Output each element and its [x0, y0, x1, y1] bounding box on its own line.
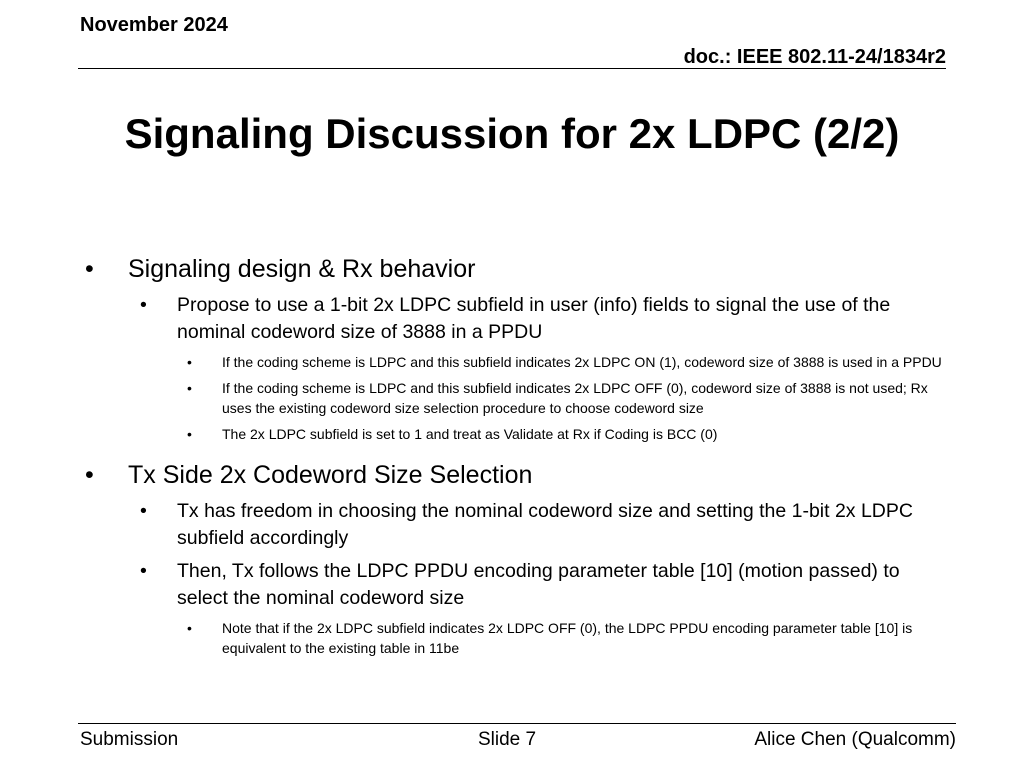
slide-title: Signaling Discussion for 2x LDPC (2/2): [124, 110, 900, 157]
sub-sub-bullet-note: • Note that if the 2x LDPC subfield indicates 2x LDPC OFF (0), the LDPC PPDU encoding parameter table [10] is equivalent to the existing table in 11be: [0, 618, 942, 658]
sub-bullet-tx-freedom: • Tx has freedom in choosing the nominal codeword size and setting the 1-bit 2x LDPC subfield accordingly: [0, 498, 937, 552]
footer-submission: Submission: [80, 729, 179, 750]
sub-bullet-propose-1bit: • Propose to use a 1-bit 2x LDPC subfield in user (info) fields to signal the use of the nominal codeword size of 3888 in a PPDU: [0, 292, 937, 346]
bullet-tx-side: • Tx Side 2x Codeword Size Selection: [0, 458, 948, 492]
sub-sub-bullet-bcc: • The 2x LDPC subfield is set to 1 and treat as Validate at Rx if Coding is BCC (0): [0, 424, 942, 444]
slide-body: [0, 238, 1024, 658]
sub-sub-bullet-ldpc-on: • If the coding scheme is LDPC and this subfield indicates 2x LDPC ON (1), codeword size of 3888 is used in a PPDU: [0, 352, 942, 372]
sub-sub-bullet-ldpc-off: • If the coding scheme is LDPC and this subfield indicates 2x LDPC OFF (0), codeword size of 3888 is not used; Rx uses the existing codeword size selection procedure to choose codeword size: [0, 378, 942, 418]
footer-author: Alice Chen (Qualcomm): [754, 729, 956, 750]
header-doc-id: doc.: IEEE 802.11-24/1834r2: [683, 46, 946, 68]
footer-divider: [78, 723, 956, 724]
header-divider: [78, 68, 946, 69]
header-date: November 2024: [80, 14, 228, 36]
sub-bullet-tx-follows: • Then, Tx follows the LDPC PPDU encoding parameter table [10] (motion passed) to select the nominal codeword size: [0, 558, 937, 612]
footer-slide-number: Slide 7: [478, 729, 537, 750]
bullet-signaling-design: • Signaling design & Rx behavior: [0, 252, 948, 286]
